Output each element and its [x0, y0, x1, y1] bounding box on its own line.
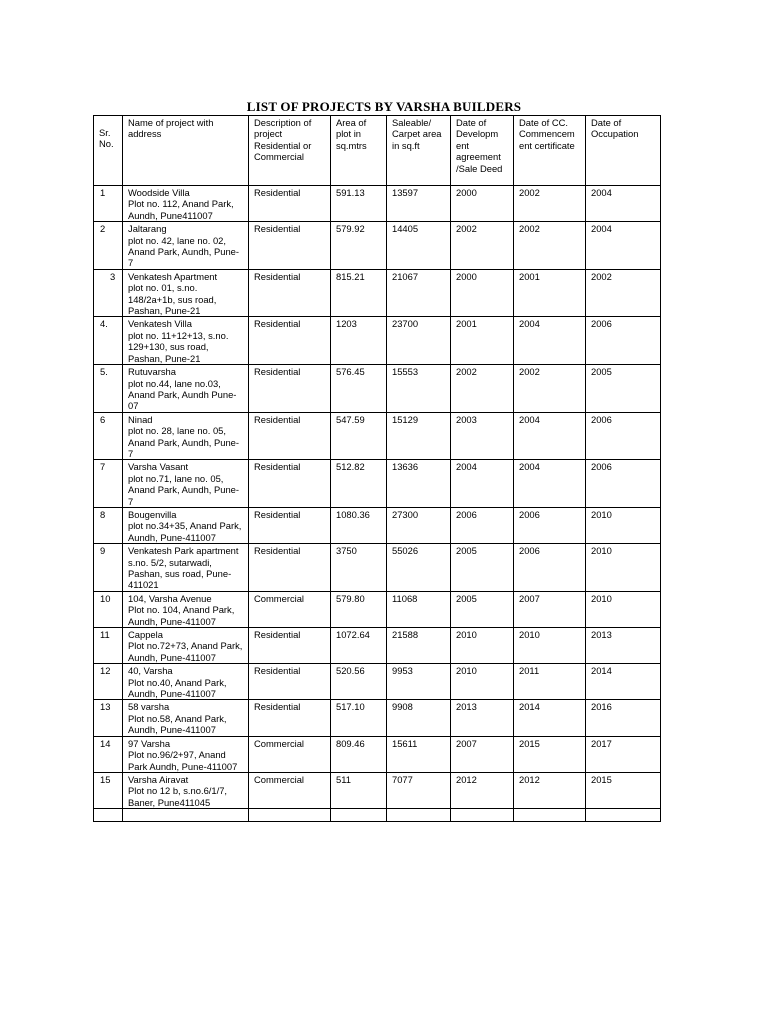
row-description: Residential — [249, 412, 331, 460]
row-description: Residential — [249, 628, 331, 664]
table-row — [94, 460, 661, 508]
row-development-date: 2013 — [451, 700, 514, 736]
row-project-name: Venkatesh Apartment plot no. 01, s.no. 148/2a+1b, sus road, Pashan, Pune-21 — [123, 269, 249, 317]
row-cc-date: 2002 — [514, 186, 586, 222]
table-row — [94, 186, 661, 222]
row-project-name: Rutuvarsha plot no.44, lane no.03, Anand Park, Aundh Pune-07 — [123, 365, 249, 413]
row-plot-area: 1080.36 — [331, 507, 387, 543]
row-carpet-area: 27300 — [387, 507, 451, 543]
table-row — [94, 591, 661, 627]
row-project-name: 40, Varsha Plot no.40, Anand Park, Aundh, Pune-411007 — [123, 664, 249, 700]
row-plot-area: 3750 — [331, 544, 387, 592]
empty-cell — [94, 809, 123, 822]
header-sr-no: Sr. No. — [94, 116, 123, 186]
row-carpet-area: 13636 — [387, 460, 451, 508]
row-project-name: 104, Varsha Avenue Plot no. 104, Anand Park, Aundh, Pune-411007 — [123, 591, 249, 627]
row-development-date: 2000 — [451, 269, 514, 317]
row-carpet-area: 7077 — [387, 772, 451, 808]
row-cc-date: 2002 — [514, 365, 586, 413]
row-project-name: Cappela Plot no.72+73, Anand Park, Aundh, Pune-411007 — [123, 628, 249, 664]
row-sr-no: 4. — [94, 317, 123, 365]
row-description: Residential — [249, 317, 331, 365]
row-plot-area: 512.82 — [331, 460, 387, 508]
row-sr-no: 8 — [94, 507, 123, 543]
row-project-name: Venkatesh Park apartment s.no. 5/2, sutarwadi, Pashan, sus road, Pune-411021 — [123, 544, 249, 592]
row-occupation-date: 2010 — [586, 591, 661, 627]
table-row — [94, 664, 661, 700]
row-sr-no: 12 — [94, 664, 123, 700]
row-sr-no: 15 — [94, 772, 123, 808]
row-sr-no: 11 — [94, 628, 123, 664]
row-cc-date: 2007 — [514, 591, 586, 627]
row-project-name: Ninad plot no. 28, lane no. 05, Anand Park, Aundh, Pune-7 — [123, 412, 249, 460]
row-description: Commercial — [249, 591, 331, 627]
row-description: Commercial — [249, 736, 331, 772]
row-sr-no: 7 — [94, 460, 123, 508]
row-project-name: Varsha Vasant plot no.71, lane no. 05, Anand Park, Aundh, Pune-7 — [123, 460, 249, 508]
row-development-date: 2004 — [451, 460, 514, 508]
row-cc-date: 2004 — [514, 317, 586, 365]
row-plot-area: 1072.64 — [331, 628, 387, 664]
row-carpet-area: 21067 — [387, 269, 451, 317]
table-row — [94, 772, 661, 808]
row-cc-date: 2010 — [514, 628, 586, 664]
row-description: Residential — [249, 664, 331, 700]
row-plot-area: 547.59 — [331, 412, 387, 460]
table-header-row — [94, 116, 661, 186]
row-carpet-area: 55026 — [387, 544, 451, 592]
row-description: Residential — [249, 460, 331, 508]
row-plot-area: 579.92 — [331, 222, 387, 270]
row-development-date: 2006 — [451, 507, 514, 543]
row-sr-no: 10 — [94, 591, 123, 627]
row-development-date: 2002 — [451, 365, 514, 413]
row-cc-date: 2004 — [514, 412, 586, 460]
header-description: Description of project Residential or Commercial — [249, 116, 331, 186]
row-cc-date: 2015 — [514, 736, 586, 772]
row-occupation-date: 2016 — [586, 700, 661, 736]
row-occupation-date: 2004 — [586, 222, 661, 270]
empty-cell — [123, 809, 249, 822]
row-development-date: 2003 — [451, 412, 514, 460]
row-carpet-area: 11068 — [387, 591, 451, 627]
row-occupation-date: 2010 — [586, 544, 661, 592]
empty-cell — [514, 809, 586, 822]
row-description: Residential — [249, 365, 331, 413]
row-description: Residential — [249, 544, 331, 592]
row-carpet-area: 15553 — [387, 365, 451, 413]
row-plot-area: 517.10 — [331, 700, 387, 736]
row-development-date: 2010 — [451, 628, 514, 664]
empty-cell — [331, 809, 387, 822]
row-description: Residential — [249, 269, 331, 317]
row-development-date: 2001 — [451, 317, 514, 365]
document-title: LIST OF PROJECTS BY VARSHA BUILDERS — [246, 99, 522, 114]
row-plot-area: 579.80 — [331, 591, 387, 627]
row-occupation-date: 2017 — [586, 736, 661, 772]
row-occupation-date: 2010 — [586, 507, 661, 543]
row-cc-date: 2001 — [514, 269, 586, 317]
header-cc-date: Date of CC. Commencem ent certificate — [514, 116, 586, 186]
row-occupation-date: 2006 — [586, 412, 661, 460]
row-cc-date: 2006 — [514, 507, 586, 543]
row-project-name: 97 Varsha Plot no.96/2+97, Anand Park Aundh, Pune-411007 — [123, 736, 249, 772]
row-cc-date: 2006 — [514, 544, 586, 592]
table-row — [94, 544, 661, 592]
row-development-date: 2005 — [451, 544, 514, 592]
header-occupation-date: Date of Occupation — [586, 116, 661, 186]
row-sr-no: 3 — [94, 269, 123, 317]
row-development-date: 2000 — [451, 186, 514, 222]
row-carpet-area: 14405 — [387, 222, 451, 270]
header-project-name: Name of project with address — [123, 116, 249, 186]
table-row — [94, 222, 661, 270]
row-occupation-date: 2014 — [586, 664, 661, 700]
header-carpet-area: Saleable/ Carpet area in sq.ft — [387, 116, 451, 186]
row-development-date: 2010 — [451, 664, 514, 700]
table-row-empty — [94, 809, 661, 822]
table-row — [94, 269, 661, 317]
table-row — [94, 412, 661, 460]
row-occupation-date: 2013 — [586, 628, 661, 664]
row-occupation-date: 2005 — [586, 365, 661, 413]
row-development-date: 2002 — [451, 222, 514, 270]
row-cc-date: 2014 — [514, 700, 586, 736]
row-project-name: Bougenvilla plot no.34+35, Anand Park, Aundh, Pune-411007 — [123, 507, 249, 543]
empty-cell — [249, 809, 331, 822]
table-row — [94, 507, 661, 543]
row-carpet-area: 15129 — [387, 412, 451, 460]
row-development-date: 2012 — [451, 772, 514, 808]
row-sr-no: 1 — [94, 186, 123, 222]
row-project-name: Woodside Villa Plot no. 112, Anand Park, Aundh, Pune411007 — [123, 186, 249, 222]
row-development-date: 2005 — [451, 591, 514, 627]
empty-cell — [387, 809, 451, 822]
header-development-date: Date of Developm ent agreement /Sale Deed — [451, 116, 514, 186]
empty-cell — [586, 809, 661, 822]
row-plot-area: 591.13 — [331, 186, 387, 222]
table-row — [94, 736, 661, 772]
row-description: Residential — [249, 186, 331, 222]
table-row — [94, 365, 661, 413]
row-project-name: Venkatesh Villa plot no. 11+12+13, s.no. 129+130, sus road, Pashan, Pune-21 — [123, 317, 249, 365]
row-description: Residential — [249, 700, 331, 736]
empty-cell — [451, 809, 514, 822]
row-carpet-area: 21588 — [387, 628, 451, 664]
row-carpet-area: 15611 — [387, 736, 451, 772]
row-carpet-area: 9908 — [387, 700, 451, 736]
row-sr-no: 2 — [94, 222, 123, 270]
row-description: Residential — [249, 507, 331, 543]
row-project-name: 58 varsha Plot no.58, Anand Park, Aundh, Pune-411007 — [123, 700, 249, 736]
row-occupation-date: 2006 — [586, 460, 661, 508]
row-carpet-area: 9953 — [387, 664, 451, 700]
row-occupation-date: 2004 — [586, 186, 661, 222]
table-row — [94, 700, 661, 736]
projects-table — [93, 115, 661, 822]
header-plot-area: Area of plot in sq.mtrs — [331, 116, 387, 186]
row-description: Residential — [249, 222, 331, 270]
row-plot-area: 809.46 — [331, 736, 387, 772]
row-plot-area: 815.21 — [331, 269, 387, 317]
row-project-name: Varsha Airavat Plot no 12 b, s.no.6/1/7, Baner, Pune411045 — [123, 772, 249, 808]
row-plot-area: 520.56 — [331, 664, 387, 700]
row-carpet-area: 23700 — [387, 317, 451, 365]
row-plot-area: 576.45 — [331, 365, 387, 413]
row-carpet-area: 13597 — [387, 186, 451, 222]
row-plot-area: 511 — [331, 772, 387, 808]
row-cc-date: 2002 — [514, 222, 586, 270]
row-occupation-date: 2006 — [586, 317, 661, 365]
row-plot-area: 1203 — [331, 317, 387, 365]
row-occupation-date: 2002 — [586, 269, 661, 317]
row-cc-date: 2012 — [514, 772, 586, 808]
row-sr-no: 6 — [94, 412, 123, 460]
row-cc-date: 2004 — [514, 460, 586, 508]
table-row — [94, 317, 661, 365]
row-cc-date: 2011 — [514, 664, 586, 700]
row-sr-no: 5. — [94, 365, 123, 413]
row-occupation-date: 2015 — [586, 772, 661, 808]
row-development-date: 2007 — [451, 736, 514, 772]
row-sr-no: 9 — [94, 544, 123, 592]
row-description: Commercial — [249, 772, 331, 808]
row-sr-no: 13 — [94, 700, 123, 736]
row-project-name: Jaltarang plot no. 42, lane no. 02, Anand Park, Aundh, Pune-7 — [123, 222, 249, 270]
row-sr-no: 14 — [94, 736, 123, 772]
table-row — [94, 628, 661, 664]
